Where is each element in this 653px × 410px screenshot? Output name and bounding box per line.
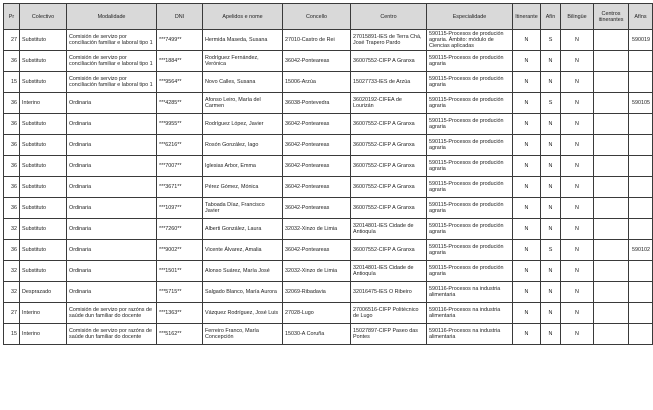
cell-afins	[629, 324, 653, 345]
cell-apelidos-e-nome: Afonso Leiro, María del Carmen	[203, 93, 283, 114]
cell-modalidade: Comisión de servizo por conciliación familiar e laboral tipo 1	[67, 72, 157, 93]
cell-afin: N	[541, 156, 561, 177]
cell-dni: ***9955**	[157, 114, 203, 135]
cell-pr: 36	[4, 51, 20, 72]
cell-apelidos-e-nome: Hermida Maseda, Susana	[203, 30, 283, 51]
cell-centros-itinerantes	[594, 324, 629, 345]
cell-concello: 27028-Lugo	[283, 303, 351, 324]
cell-colectivo: Substituto	[20, 114, 67, 135]
header-row	[4, 4, 653, 30]
cell-afin: N	[541, 303, 561, 324]
cell-apelidos-e-nome: Alonso Suárez, María José	[203, 261, 283, 282]
cell-pr: 36	[4, 93, 20, 114]
cell-apelidos-e-nome: Novo Calles, Susana	[203, 72, 283, 93]
cell-especialidade: 590116-Procesos na industria alimentaria	[427, 324, 513, 345]
cell-bilingue: N	[561, 51, 594, 72]
cell-concello: 36042-Ponteareas	[283, 156, 351, 177]
cell-colectivo: Interino	[20, 303, 67, 324]
cell-colectivo: Substituto	[20, 30, 67, 51]
cell-centros-itinerantes	[594, 30, 629, 51]
cell-itinerante: N	[513, 177, 541, 198]
cell-centro: 36007552-CIFP A Granxa	[351, 114, 427, 135]
cell-especialidade: 590115-Procesos de produción agraria	[427, 114, 513, 135]
cell-afins	[629, 198, 653, 219]
assignments-table	[3, 3, 653, 345]
cell-bilingue: N	[561, 72, 594, 93]
cell-modalidade: Ordinaria	[67, 240, 157, 261]
table-row	[4, 198, 653, 219]
cell-centro: 15027733-IES de Arzúa	[351, 72, 427, 93]
cell-bilingue: N	[561, 282, 594, 303]
cell-especialidade: 590115-Procesos de produción agraria. Ámbito: módulo de Ciencias aplicadas	[427, 30, 513, 51]
cell-bilingue: N	[561, 93, 594, 114]
header-modalidade: Modalidade	[67, 4, 157, 30]
table-row	[4, 156, 653, 177]
cell-dni: ***4285**	[157, 93, 203, 114]
cell-itinerante: N	[513, 72, 541, 93]
cell-centro: 32014801-IES Cidade de Antioquía	[351, 219, 427, 240]
cell-modalidade: Ordinaria	[67, 198, 157, 219]
cell-colectivo: Interino	[20, 324, 67, 345]
cell-afins	[629, 156, 653, 177]
cell-afins	[629, 282, 653, 303]
cell-centros-itinerantes	[594, 114, 629, 135]
cell-itinerante: N	[513, 282, 541, 303]
cell-centro: 15027897-CIFP Paseo das Pontes	[351, 324, 427, 345]
cell-centros-itinerantes	[594, 177, 629, 198]
cell-dni: ***7499**	[157, 30, 203, 51]
cell-colectivo: Substituto	[20, 219, 67, 240]
cell-bilingue: N	[561, 261, 594, 282]
cell-itinerante: N	[513, 219, 541, 240]
cell-apelidos-e-nome: Alberti González, Laura	[203, 219, 283, 240]
cell-especialidade: 590116-Procesos na industria alimentaria	[427, 303, 513, 324]
cell-bilingue: N	[561, 324, 594, 345]
cell-bilingue: N	[561, 219, 594, 240]
cell-apelidos-e-nome: Iglesias Arbor, Emma	[203, 156, 283, 177]
cell-colectivo: Substituto	[20, 177, 67, 198]
cell-pr: 27	[4, 30, 20, 51]
cell-colectivo: Desprazado	[20, 282, 67, 303]
cell-modalidade: Comisión de servizo por razóns de saúde dun familiar do docente	[67, 303, 157, 324]
cell-centros-itinerantes	[594, 198, 629, 219]
cell-itinerante: N	[513, 324, 541, 345]
cell-afin: N	[541, 219, 561, 240]
header-colectivo: Colectivo	[20, 4, 67, 30]
header-pr: Pr	[4, 4, 20, 30]
cell-afins: 590102	[629, 240, 653, 261]
cell-afin: N	[541, 72, 561, 93]
cell-itinerante: N	[513, 303, 541, 324]
cell-apelidos-e-nome: Rodríguez Fernández, Verónica	[203, 51, 283, 72]
cell-centro: 32016475-IES O Ribeiro	[351, 282, 427, 303]
cell-dni: ***1097**	[157, 198, 203, 219]
cell-centro: 27006516-CIFP Politécnico de Lugo	[351, 303, 427, 324]
cell-concello: 27010-Castro de Rei	[283, 30, 351, 51]
cell-bilingue: N	[561, 114, 594, 135]
cell-modalidade: Ordinaria	[67, 282, 157, 303]
cell-afins: 590105	[629, 93, 653, 114]
cell-centros-itinerantes	[594, 156, 629, 177]
cell-bilingue: N	[561, 198, 594, 219]
cell-modalidade: Comisión de servizo por conciliación familiar e laboral tipo 1	[67, 30, 157, 51]
cell-concello: 32069-Ribadavia	[283, 282, 351, 303]
cell-itinerante: N	[513, 114, 541, 135]
cell-pr: 36	[4, 198, 20, 219]
header-apelidos-e-nome: Apelidos e nome	[203, 4, 283, 30]
cell-concello: 36042-Ponteareas	[283, 198, 351, 219]
cell-afin: N	[541, 114, 561, 135]
header-bilingue: Bilingüe	[561, 4, 594, 30]
cell-apelidos-e-nome: Rodríguez López, Javier	[203, 114, 283, 135]
cell-afin: N	[541, 51, 561, 72]
cell-afins	[629, 303, 653, 324]
cell-afin: N	[541, 135, 561, 156]
cell-pr: 27	[4, 303, 20, 324]
cell-itinerante: N	[513, 30, 541, 51]
cell-itinerante: N	[513, 51, 541, 72]
cell-pr: 32	[4, 219, 20, 240]
table-row	[4, 240, 653, 261]
cell-itinerante: N	[513, 240, 541, 261]
header-especialidade: Especialidade	[427, 4, 513, 30]
cell-afins	[629, 177, 653, 198]
cell-centro: 36007552-CIFP A Granxa	[351, 156, 427, 177]
cell-afins	[629, 219, 653, 240]
cell-modalidade: Ordinaria	[67, 261, 157, 282]
table-row	[4, 177, 653, 198]
cell-itinerante: N	[513, 261, 541, 282]
cell-afin: N	[541, 324, 561, 345]
cell-dni: ***9564**	[157, 72, 203, 93]
cell-centros-itinerantes	[594, 282, 629, 303]
cell-bilingue: N	[561, 240, 594, 261]
header-concello: Concello	[283, 4, 351, 30]
cell-afin: N	[541, 198, 561, 219]
cell-afin: S	[541, 30, 561, 51]
cell-colectivo: Substituto	[20, 240, 67, 261]
cell-dni: ***3671**	[157, 177, 203, 198]
cell-afins	[629, 261, 653, 282]
cell-centros-itinerantes	[594, 261, 629, 282]
cell-modalidade: Ordinaria	[67, 219, 157, 240]
cell-dni: ***9002**	[157, 240, 203, 261]
cell-dni: ***5715**	[157, 282, 203, 303]
cell-concello: 36042-Ponteareas	[283, 240, 351, 261]
cell-concello: 36042-Ponteareas	[283, 51, 351, 72]
cell-pr: 32	[4, 282, 20, 303]
cell-pr: 32	[4, 261, 20, 282]
cell-bilingue: N	[561, 303, 594, 324]
table-row	[4, 30, 653, 51]
table-row	[4, 51, 653, 72]
header-afin: Afín	[541, 4, 561, 30]
cell-apelidos-e-nome: Pérez Gómez, Mónica	[203, 177, 283, 198]
cell-especialidade: 590115-Procesos de produción agraria	[427, 135, 513, 156]
header-afins: Afíns	[629, 4, 653, 30]
table-row	[4, 303, 653, 324]
cell-especialidade: 590115-Procesos de produción agraria	[427, 261, 513, 282]
cell-colectivo: Substituto	[20, 261, 67, 282]
cell-colectivo: Substituto	[20, 198, 67, 219]
cell-concello: 36042-Ponteareas	[283, 135, 351, 156]
cell-pr: 36	[4, 114, 20, 135]
cell-modalidade: Ordinaria	[67, 156, 157, 177]
cell-modalidade: Ordinaria	[67, 93, 157, 114]
cell-afin: N	[541, 261, 561, 282]
header-centros-itinerantes: Centros itinerantes	[594, 4, 629, 30]
table-row	[4, 93, 653, 114]
cell-apelidos-e-nome: Ferreiro Franco, María Concepción	[203, 324, 283, 345]
cell-colectivo: Substituto	[20, 156, 67, 177]
cell-concello: 15030-A Coruña	[283, 324, 351, 345]
cell-afin: N	[541, 282, 561, 303]
header-centro: Centro	[351, 4, 427, 30]
cell-centro: 36007552-CIFP A Granxa	[351, 198, 427, 219]
cell-afins	[629, 135, 653, 156]
cell-centro: 27015891-IES de Terra Chá, José Trapero Pardo	[351, 30, 427, 51]
table-row	[4, 72, 653, 93]
cell-apelidos-e-nome: Salgado Blanco, María Aurora	[203, 282, 283, 303]
cell-modalidade: Comisión de servizo por conciliación familiar e laboral tipo 1	[67, 51, 157, 72]
cell-bilingue: N	[561, 177, 594, 198]
cell-concello: 36038-Pontevedra	[283, 93, 351, 114]
cell-concello: 32032-Xinzo de Limia	[283, 219, 351, 240]
cell-pr: 36	[4, 156, 20, 177]
cell-especialidade: 590115-Procesos de produción agraria	[427, 240, 513, 261]
cell-pr: 36	[4, 177, 20, 198]
table-row	[4, 261, 653, 282]
cell-dni: ***6216**	[157, 135, 203, 156]
cell-dni: ***5162**	[157, 324, 203, 345]
cell-colectivo: Substituto	[20, 135, 67, 156]
cell-especialidade: 590115-Procesos de produción agraria	[427, 198, 513, 219]
cell-centros-itinerantes	[594, 135, 629, 156]
cell-apelidos-e-nome: Taboada Díaz, Francisco Javier	[203, 198, 283, 219]
cell-concello: 36042-Ponteareas	[283, 114, 351, 135]
cell-apelidos-e-nome: Rosón González, Iago	[203, 135, 283, 156]
cell-afin: N	[541, 177, 561, 198]
cell-bilingue: N	[561, 135, 594, 156]
cell-centro: 36007552-CIFP A Granxa	[351, 177, 427, 198]
cell-modalidade: Comisión de servizo por razóns de saúde dun familiar do docente	[67, 324, 157, 345]
cell-centros-itinerantes	[594, 303, 629, 324]
cell-dni: ***1884**	[157, 51, 203, 72]
cell-centro: 36007552-CIFP A Granxa	[351, 240, 427, 261]
cell-especialidade: 590115-Procesos de produción agraria	[427, 93, 513, 114]
cell-afin: S	[541, 93, 561, 114]
cell-centro: 36007552-CIFP A Granxa	[351, 51, 427, 72]
cell-centros-itinerantes	[594, 72, 629, 93]
cell-especialidade: 590115-Procesos de produción agraria	[427, 177, 513, 198]
cell-concello: 15006-Arzúa	[283, 72, 351, 93]
cell-afin: S	[541, 240, 561, 261]
cell-centro: 36007552-CIFP A Granxa	[351, 135, 427, 156]
cell-itinerante: N	[513, 198, 541, 219]
cell-afins	[629, 72, 653, 93]
cell-bilingue: N	[561, 30, 594, 51]
table-body	[4, 30, 653, 345]
cell-centros-itinerantes	[594, 93, 629, 114]
cell-colectivo: Substituto	[20, 51, 67, 72]
cell-itinerante: N	[513, 93, 541, 114]
cell-apelidos-e-nome: Vicente Álvarez, Amalia	[203, 240, 283, 261]
cell-dni: ***7260**	[157, 219, 203, 240]
cell-modalidade: Ordinaria	[67, 135, 157, 156]
cell-centros-itinerantes	[594, 51, 629, 72]
cell-pr: 15	[4, 72, 20, 93]
header-itinerante: Itinerante	[513, 4, 541, 30]
cell-especialidade: 590115-Procesos de produción agraria	[427, 156, 513, 177]
cell-colectivo: Substituto	[20, 72, 67, 93]
cell-colectivo: Interino	[20, 93, 67, 114]
cell-dni: ***1501**	[157, 261, 203, 282]
cell-apelidos-e-nome: Vázquez Rodríguez, José Luis	[203, 303, 283, 324]
table-row	[4, 135, 653, 156]
cell-dni: ***7007**	[157, 156, 203, 177]
cell-centros-itinerantes	[594, 240, 629, 261]
cell-centros-itinerantes	[594, 219, 629, 240]
cell-itinerante: N	[513, 156, 541, 177]
cell-especialidade: 590115-Procesos de produción agraria	[427, 219, 513, 240]
cell-pr: 36	[4, 135, 20, 156]
cell-centro: 36020192-CIFEA de Lourizán	[351, 93, 427, 114]
cell-afins	[629, 51, 653, 72]
header-dni: DNI	[157, 4, 203, 30]
cell-especialidade: 590116-Procesos na industria alimentaria	[427, 282, 513, 303]
cell-concello: 36042-Ponteareas	[283, 177, 351, 198]
cell-pr: 15	[4, 324, 20, 345]
cell-especialidade: 590115-Procesos de produción agraria	[427, 72, 513, 93]
cell-bilingue: N	[561, 156, 594, 177]
cell-modalidade: Ordinaria	[67, 177, 157, 198]
cell-concello: 32032-Xinzo de Limia	[283, 261, 351, 282]
cell-modalidade: Ordinaria	[67, 114, 157, 135]
cell-centro: 32014801-IES Cidade de Antioquía	[351, 261, 427, 282]
table-row	[4, 219, 653, 240]
table-row	[4, 282, 653, 303]
cell-especialidade: 590115-Procesos de produción agraria	[427, 51, 513, 72]
cell-itinerante: N	[513, 135, 541, 156]
cell-afins: 590019	[629, 30, 653, 51]
table-row	[4, 114, 653, 135]
cell-afins	[629, 114, 653, 135]
cell-pr: 36	[4, 240, 20, 261]
table-row	[4, 324, 653, 345]
cell-dni: ***1363**	[157, 303, 203, 324]
